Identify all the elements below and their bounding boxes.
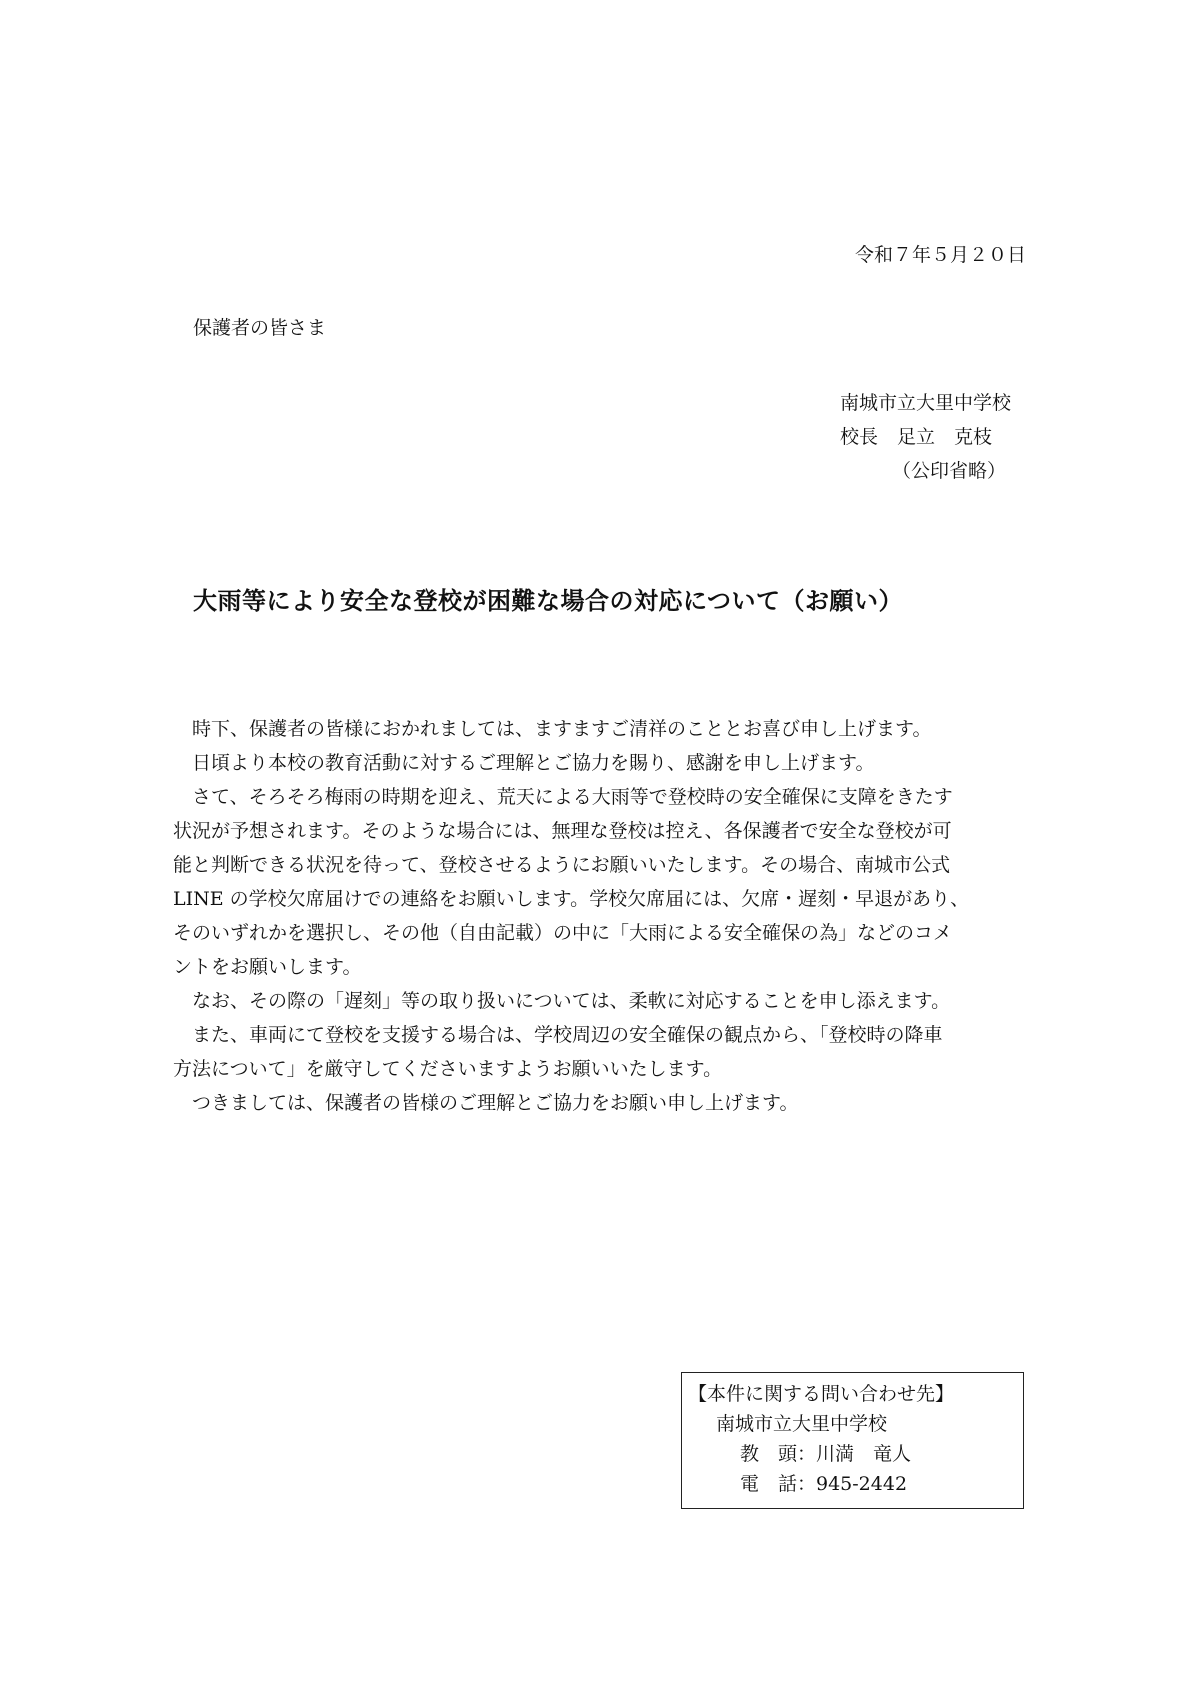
contact-vice-principal: 教 頭：川満 竜人 [740, 1443, 912, 1465]
seal-note: （公印省略） [892, 460, 1007, 482]
body-line: LINE の学校欠席届けでの連絡をお願いします。学校欠席届には、欠席・遅刻・早退があり、 [173, 888, 970, 910]
body-line: そのいずれかを選択し、その他（自由記載）の中に「大雨による安全確保の為」などのコメ [173, 922, 953, 944]
body-line: 能と判断できる状況を待って、登校させるようにお願いいたします。その場合、南城市公式 [173, 854, 951, 876]
body-line: また、車両にて登校を支援する場合は、学校周辺の安全確保の観点から、「登校時の降車 [192, 1024, 943, 1046]
letter-recipient: 保護者の皆さま [193, 317, 327, 339]
body-line: 状況が予想されます。そのような場合には、無理な登校は控え、各保護者で安全な登校が可 [173, 820, 952, 842]
letter-body [173, 712, 1033, 1120]
body-line: さて、そろそろ梅雨の時期を迎え、荒天による大雨等で登校時の安全確保に支障をきたす [192, 786, 953, 808]
contact-phone: 電 話：945-2442 [740, 1473, 908, 1495]
body-line: 時下、保護者の皆様におかれましては、ますますご清祥のこととお喜び申し上げます。 [192, 718, 932, 740]
letter-date: 令和７年５月２０日 [854, 244, 1026, 266]
body-line: つきましては、保護者の皆様のご理解とご協力をお願い申し上げます。 [192, 1092, 799, 1114]
body-line: なお、その際の「遅刻」等の取り扱いについては、柔軟に対応することを申し添えます。 [192, 990, 951, 1012]
sender-principal: 校長 足立 克枝 [840, 426, 993, 448]
body-line: 日頃より本校の教育活動に対するご理解とご協力を賜り、感謝を申し上げます。 [192, 752, 875, 774]
contact-box [681, 1372, 1024, 1509]
body-line: 方法について」を厳守してくださいますようお願いいたします。 [173, 1058, 723, 1080]
contact-heading: 【本件に関する問い合わせ先】 [688, 1383, 955, 1405]
letter-title: 大雨等により安全な登校が困難な場合の対応について（お願い） [193, 587, 904, 615]
letter-sender [840, 386, 1011, 488]
body-line: ントをお願いします。 [173, 956, 362, 978]
sender-school: 南城市立大里中学校 [840, 392, 1012, 414]
contact-school: 南城市立大里中学校 [716, 1413, 888, 1435]
